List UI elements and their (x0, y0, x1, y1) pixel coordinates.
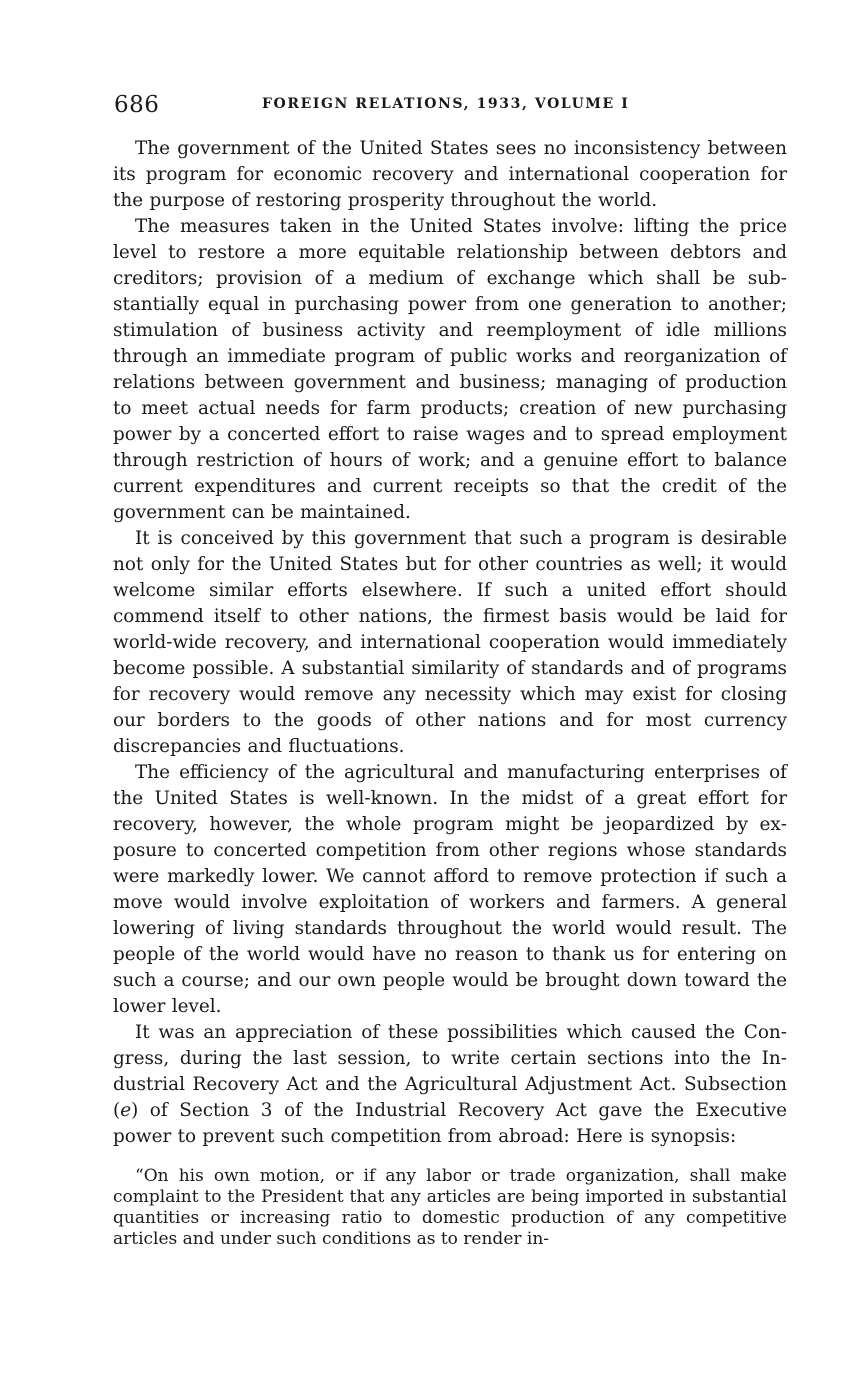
paragraph: The government of the United States sees no inconsistency between its program for economic recovery and international cooperation for the purpose of restoring prosperity throughout the world. (113, 138, 787, 211)
body-text (113, 136, 787, 1250)
paragraph: The measures taken in the United States involve: lifting the price level to restore a more equitable relationship between debtors and creditors; provision of a medium of exchange which shall be substantially equal in purchasing power from one generation to another; stimulation of business activity and reemployment of idle millions through an immediate program of public works and reorganization of relations between government and business; managing of production to meet actual needs for farm products; creation of new purchasing power by a concerted effort to raise wages and to spread employment through restriction of hours of work; and a genuine effort to balance current expenditures and current receipts so that the credit of the government can be maintained. (113, 216, 787, 523)
running-head: FOREIGN RELATIONS, 1933, VOLUME I (262, 96, 630, 112)
block-quote: “On his own motion, or if any labor or trade organization, shall make complaint to the President that any articles are being imported in substantial quantities or increasing ratio to domestic production of any competitive articles and under such conditions as to render in- (113, 1166, 787, 1249)
page-header (0, 0, 856, 130)
subsection-letter: e (120, 1100, 132, 1121)
page-number: 686 (114, 92, 160, 118)
paragraph: It is conceived by this government that such a program is desirable not only for the United States but for other countries as well; it would welcome similar efforts elsewhere. If such a united effort should commend itself to other nations, the firmest basis would be laid for world-wide recovery, and international cooperation would immediately become possible. A substantial similarity of standards and of programs for recovery would remove any necessity which may exist for closing our borders to the goods of other nations and for most currency discrepancies and fluctuations. (113, 528, 787, 757)
paragraph-text: It was an appreciation of these possibilities which caused the Congress, during the last session, to write certain sections into the Industrial Recovery Act and the Agricultural Adjustment Act. Subsection ( (113, 1022, 787, 1121)
paragraph: The efficiency of the agricultural and manufacturing enterprises of the United States is well-known. In the midst of a great effort for recovery, however, the whole program might be jeopardized by exposure to concerted competition from other regions whose standards were markedly lower. We cannot afford to remove protection if such a move would involve exploitation of workers and farmers. A general lowering of living standards throughout the world would result. The people of the world would have no reason to thank us for entering on such a course; and our own people would be brought down toward the lower level. (113, 762, 787, 1017)
paragraph (113, 1020, 787, 1150)
paragraph-text: ) of Section 3 of the Industrial Recovery Act gave the Executive power to prevent such competition from abroad: Here is synopsis: (113, 1100, 787, 1147)
